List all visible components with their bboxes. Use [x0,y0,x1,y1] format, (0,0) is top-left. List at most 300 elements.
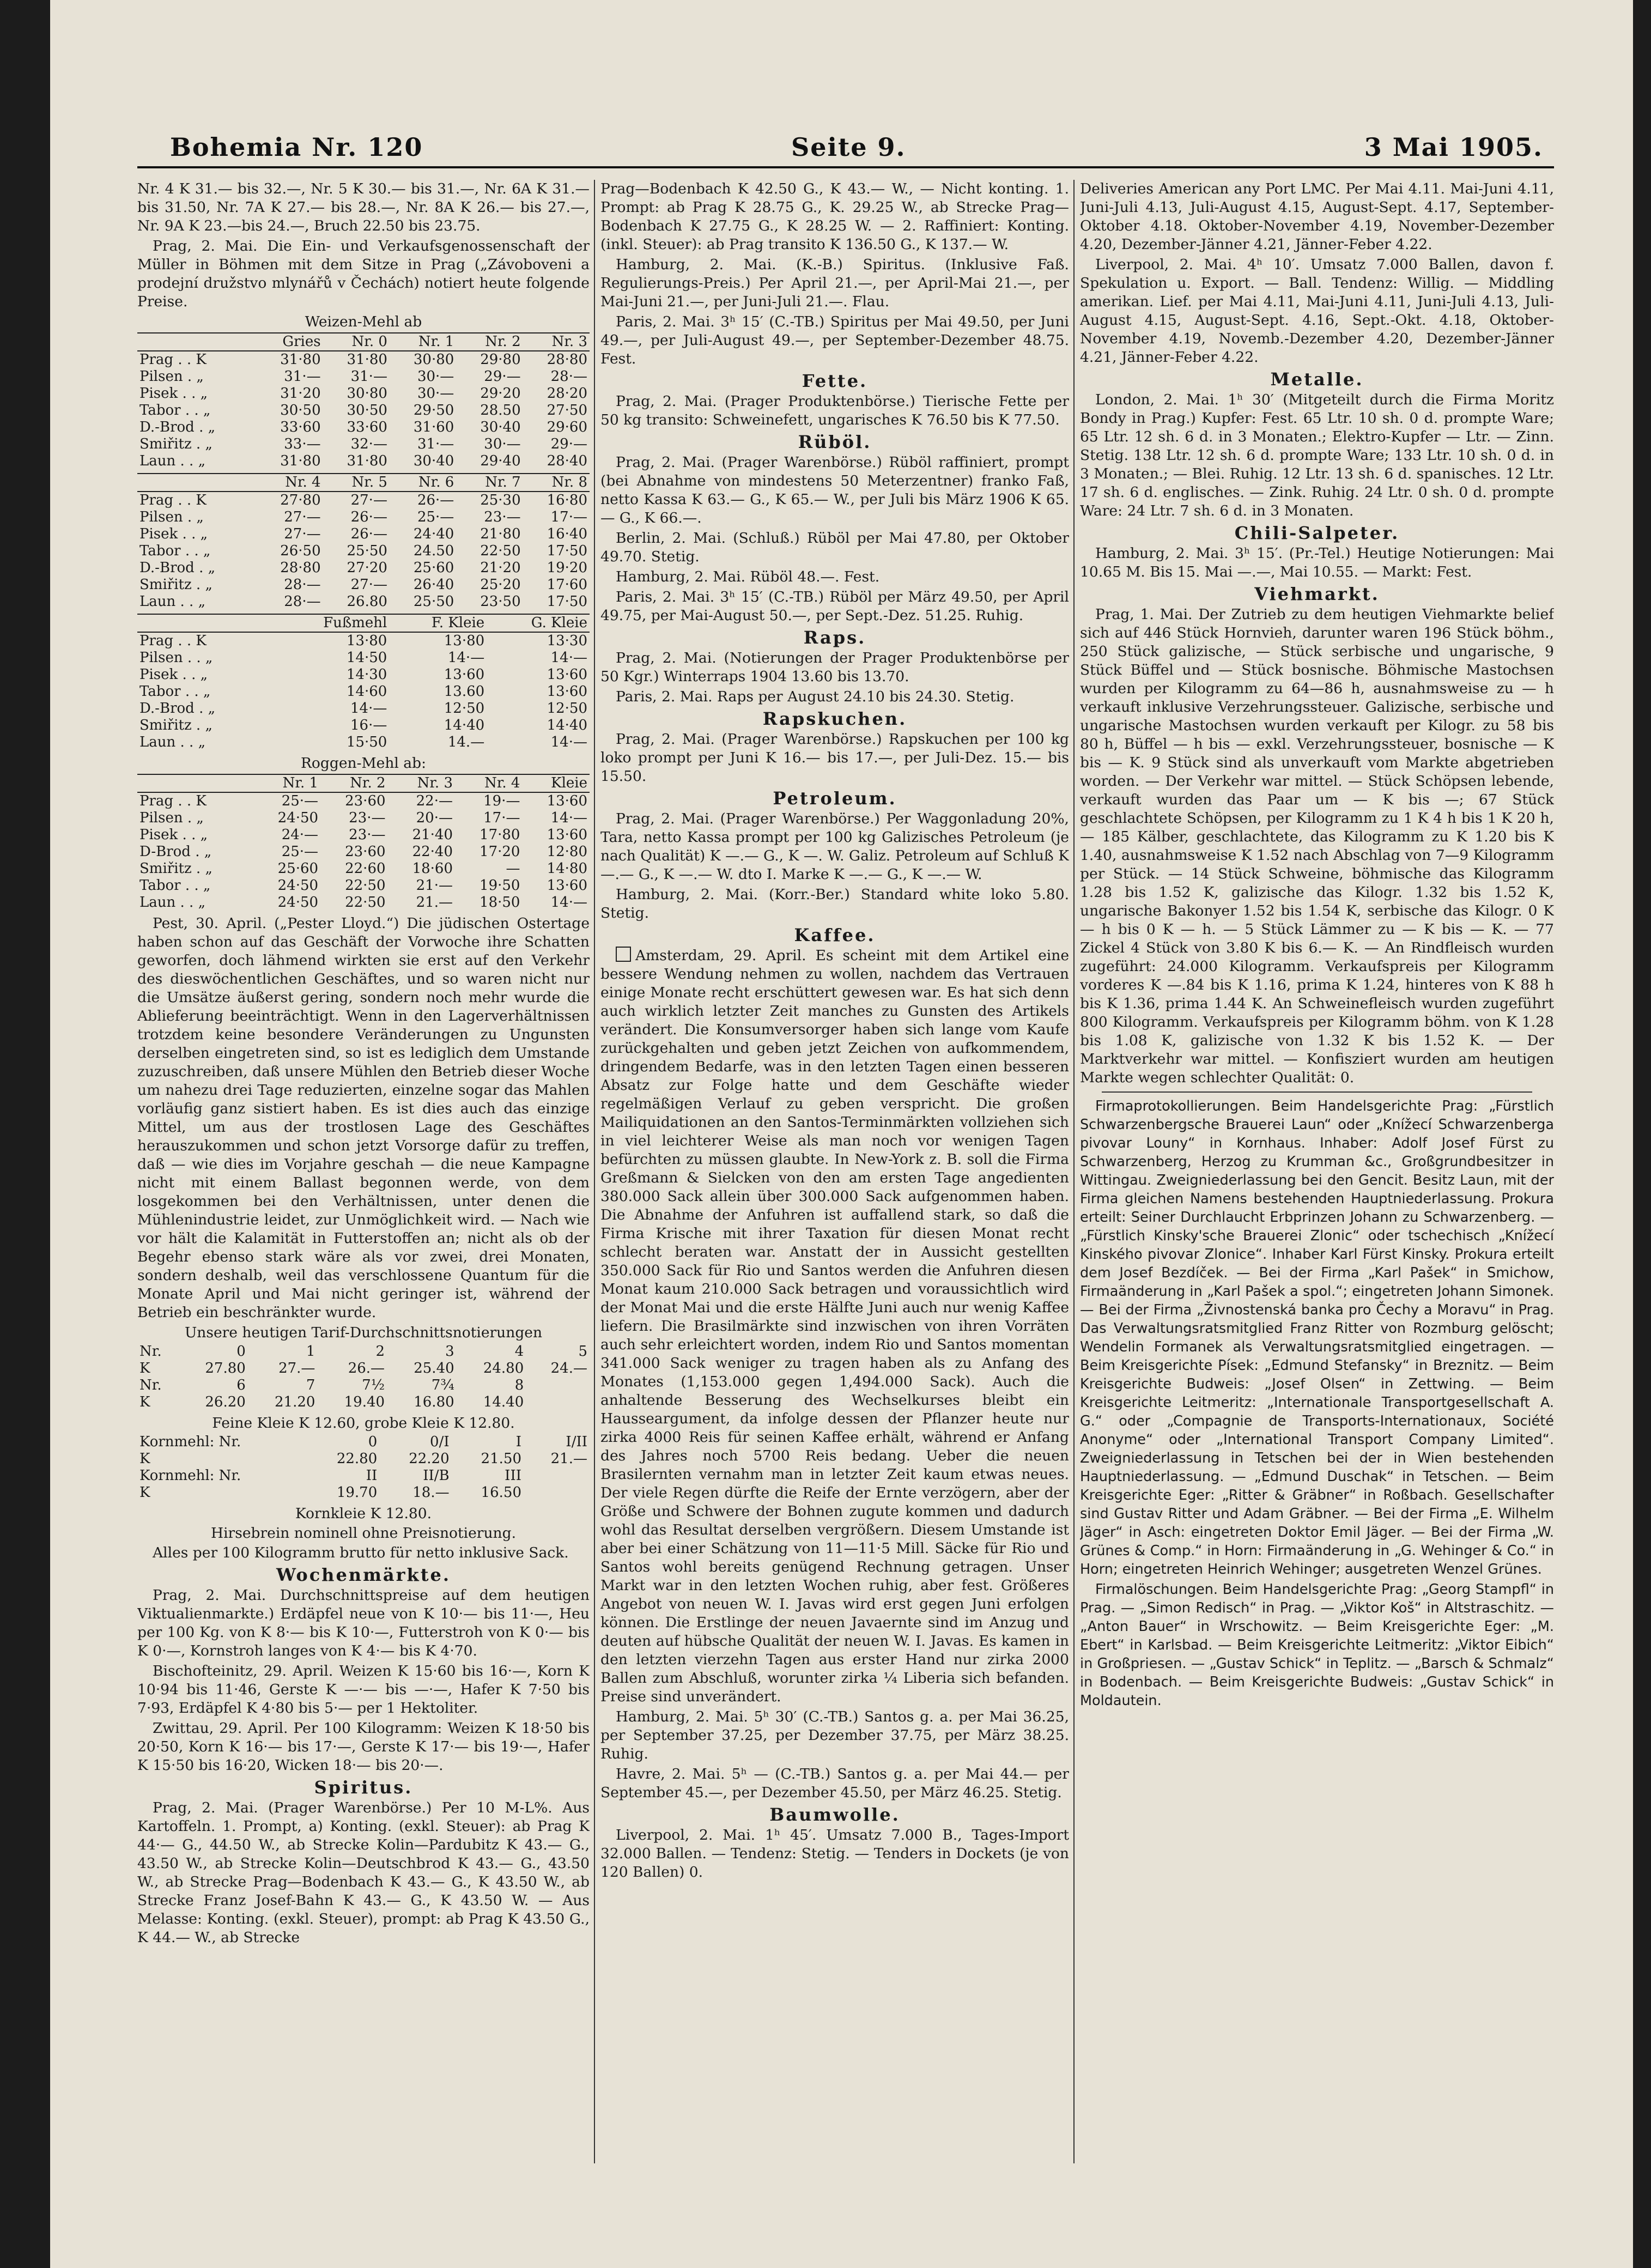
column-2 [600,180,1069,2163]
text-line: Hirsebrein nominell ohne Preisnotierung. [210,1525,517,1542]
table-cell: 22·60 [345,860,386,877]
column-header: Nr. 5 [323,474,390,492]
table-cell: 33·— [284,436,321,452]
table-head [137,474,590,492]
table-cell: 28·— [284,593,321,610]
table-title: Roggen-Mehl ab: [300,755,426,772]
table-cell: Tabor . . „ [139,543,211,559]
table-cell: 19.40 [344,1394,385,1410]
table-cell: 23·60 [345,844,386,860]
column-header: Nr. 3 [523,333,590,351]
table-cell: 31·80 [280,351,321,368]
table-cell: 16.80 [414,1394,454,1410]
table-cell: 22.20 [409,1451,450,1467]
section-heading: Metalle. [1270,369,1364,390]
table-row [137,827,590,844]
table-cell: 12·50 [444,700,485,717]
table-cell: II/B [423,1467,450,1484]
section-heading: Raps. [803,627,866,648]
table-cell: — [506,860,520,877]
table-row [137,526,590,543]
table-cell: 30·40 [480,419,521,435]
table-cell: 5 [578,1343,587,1360]
paragraph: Zwittau, 29. April. Per 100 Kilogramm: Weizen K 18·50 bis 20·50, Korn K 16·— bis 17·—, Gerste K 17·— bis 19·—, Hafer K 15·50 bis 16·20, Wicken 18·— bis 20·—. [137,1720,590,1774]
table-cell: K [139,1394,150,1410]
table-cell: 17·20 [479,844,520,860]
table-row [137,650,590,666]
table-cell: Kornmehl: Nr. [139,1467,241,1484]
tarif-table [137,1343,590,1411]
table-cell: 24·40 [413,526,454,542]
table-cell: 16·80 [547,492,587,508]
column-header: F. Kleie [389,614,487,632]
table-cell: 30·80 [347,385,387,402]
table-cell: 30·— [484,436,521,452]
column-header [137,333,256,351]
table-cell: 1 [306,1343,315,1360]
table-cell: 27.— [278,1360,315,1376]
table-cell: Pisek . . „ [139,385,208,402]
table-cell: 21·20 [480,560,521,576]
table-cell: 7¾ [431,1377,454,1393]
table-body [137,792,590,911]
table-cell: 29·20 [480,385,521,402]
table-cell: 29·40 [480,453,521,469]
column-header: Nr. 1 [390,333,456,351]
table-cell: 20·— [416,810,453,826]
table-cell: 23·60 [345,793,386,809]
table-cell: Prag . . K [139,793,207,809]
column-header: Nr. 4 [455,774,522,792]
table-cell: Nr. [139,1377,162,1393]
text-line: Kornkleie K 12.80. [295,1505,432,1522]
paragraph: Prag, 2. Mai. Die Ein- und Verkaufsgenossenschaft der Müller in Böhmen mit dem Sitze in Prag („Závoboveni a prodejní družstvo mlynářů v Čechách) notiert heute folgende Preise. [137,238,590,310]
page-number: Seite 9. [791,132,906,162]
table-cell: 26·— [350,509,387,525]
table-cell: K [139,1360,150,1376]
paragraph: Paris, 2. Mai. Raps per August 24.10 bis 24.30. Stetig. [616,688,1015,705]
table-cell: 27·— [350,577,387,593]
table-row [137,1394,590,1411]
table-cell: 22·50 [345,877,386,894]
table-cell: 29·50 [413,402,454,419]
table-cell: 28·40 [547,453,587,469]
table-row [137,368,590,385]
table-cell: 17·80 [479,827,520,843]
section-heading: Baumwolle. [769,1804,900,1825]
column-header: Nr. 7 [456,474,523,492]
weizen-table [137,332,590,470]
table-cell: 13·60 [547,683,587,700]
text-line: Feine Kleie K 12.60, grobe Kleie K 12.80. [212,1415,515,1432]
page-header [137,128,1554,168]
table-cell [524,1484,590,1501]
table-body [137,1343,590,1411]
table-cell: 28·— [284,577,321,593]
table-cell: 27·20 [347,560,387,576]
table-cell: 31·— [284,368,321,385]
paragraph: Bischofteinitz, 29. April. Weizen K 15·60 bis 16·—, Korn K 10·94 bis 11·46, Gerste K —·— bis —·—, Hafer K 7·50 bis 7·93, Erdäpfel K 4·80 bis 5·— per 1 Hektoliter. [137,1663,590,1717]
table-row [137,577,590,593]
table-cell: Laun . . „ [139,593,206,610]
column-header: Nr. 0 [323,333,390,351]
column-rule [594,180,595,2163]
column-header: Nr. 3 [388,774,455,792]
paragraph: Berlin, 2. Mai. (Schluß.) Rüböl per Mai 47.80, per Oktober 49.70. Stetig. [600,530,1069,565]
table-cell: 14.— [447,734,485,750]
table-cell: 8 [514,1377,524,1393]
table-row [137,543,590,560]
table-title: Unsere heutigen Tarif-Durchschnittsnotierungen [184,1324,543,1341]
table-cell: 3 [445,1343,454,1360]
section-heading: Kaffee. [794,925,876,945]
paragraph: Hamburg, 2. Mai. 5ʰ 30′ (C.-TB.) Santos g. a. per Mai 36.25, per September 37.25, per Dezember 37.75, per März 38.25. Ruhig. [600,1708,1069,1762]
table-cell: K [139,1451,150,1467]
table-cell: Smiřitz . „ [139,717,213,733]
table-cell: D.-Brod . „ [139,560,216,576]
table-cell: 17·50 [547,593,587,610]
table-cell: 31·80 [347,351,387,368]
paragraph: Firmaprotokollierungen. Beim Handelsgerichte Prag: „Fürstlich Schwarzenbergsche Brauerei Laun“ oder „Knížecí Schwarzenberga pivovar Louny“ in Kornhaus. Inhaber: Adolf Josef Fürst zu Schwarzenberg, Herzog zu Krumman &c., Großgrundbesitzer in Wittingau. Zweigniederlassung bei den Gencit. Besitz Laun, mit der Firma gleichen Namens bestehenden Hauptniederlassung. Prokura erteilt: Seiner Durchlaucht Erbprinzen Johann zu Schwarzenberg. — „Fürstlich Kinsky'sche Brauerei Zlonic“ oder tschechisch „Knížecí Kinského pivovar Zlonice“. Inhaber Karl Fürst Kinsky. Prokura erteilt dem Josef Bezdíček. — Bei der Firma „Karl Pašek“ in Smichow, Firmaänderung in „Karl Pašek a spol.“; eingetreten Johann Simonek. — Bei der Firma „Živnostenská banka pro Čechy a Moravu“ in Prag. Das Verwaltungsratsmitglied Franz Ritter von Rozmburg gelöscht; Wendelin Formanek als Verwaltungsratsmitglied eingetragen. — Beim Kreisgerichte Písek: „Edmund Stefansky“ in Breznitz. — Beim Kreisgerichte Budweis: „Josef Olsen“ in Zettwing. — Beim Kreisgerichte Leitmeritz: „Internationale Transportgesellschaft A. G.“ oder „Compagnie de Transports-Internationaux, Société Anonyme“ oder „International Transport Company Limited“. Zweigniederlassung in Tetschen bei der in Wien bestehenden Hauptniederlassung. — „Edmund Duschak“ in Tetschen. — Beim Kreisgerichte Eger: „Ritter & Gräbner“ in Roßbach. Gesellschafter sind Gustav Ritter und Adam Gräbner. — Bei der Firma „E. Wilhelm Jäger“ in Asch: eingetreten Doktor Emil Jäger. — Bei der Firma „W. Grünes & Comp.“ in Horn: Firmaänderung in „G. Wehinger & Co.“ in Horn; eingetreten Heinrich Wehinger; ausgetreten Wenzel Grünes. [1080,1098,1554,1578]
table-body [137,632,590,751]
table-body [137,351,590,470]
paragraph: Prag, 1. Mai. Der Zutrieb zu dem heutigen Viehmarkte belief sich auf 446 Stück Hornvieh, darunter waren 196 Stück böhm., 250 Stück galizische, — Stück serbische und ungarische, 9 Stück Büffel und — Stück bosnische. Böhmische Mastochsen wurden per Kilogramm zu 64—86 h, ausnahmsweise zu — h verkauft inklusive Verzehrungssteuer. Galizische, serbische und ungarische Mastochsen wurden verkauft per Kilogr. zu 58 bis 80 h, Büffel — h bis — exkl. Verzehrungssteuer, bosnische — K bis — K. 9 Stück sind als unverkauft vom Markte abgetrieben worden. — Der Verkehr war mittel. — Stück Schöpsen lebende, verkauft wurden das Paar um — K bis —; 67 Stück geschlachtete Schöpsen, per Kilogramm zu 1 K 4 h bis 1 K 20 h, — 185 Kälber, geschlachtete, das Kilogramm zu K 1.20 bis K 1.40, ausnahmsweise K 1.52 nach Abschlag von 7—9 Kilogramm per Stück. — 14 Stück Schweine, böhmische das Kilogramm 1.28 bis 1.52 K, galizische das Kilogr. 1.32 bis 1.52 K, ungarische Bakonyer 1.52 bis 1.54 K, serbische das Kilogr. 0 K — h bis 0 K — h. — 5 Stück Lämmer zu — K bis — K. — 77 Zickel 4 Stück von 3.80 K bis 6.— K. — An Rindfleisch wurden zugeführt: 24.000 Kilogramm. Verkaufspreis per Kilogramm vorderes K —.84 bis K 1.16, prima K 1.24, hinteres von K 88 h bis K 1.36, prima 1.44 K. An Schweinefleisch wurden zugeführt 800 Kilogramm. Verkaufspreis per Kilogramm böhm. von K 1.28 bis 1.08 K, galizische von 1.32 K bis 1.52 K. — Der Marktverkehr war mittel. — Konfisziert wurden am heutigen Markte wegen schlechter Qualität: 0. [1080,606,1554,1086]
table-cell: Pisek . . „ [139,666,208,683]
table-cell: 14·— [550,810,587,826]
table-cell: Pisek . . „ [139,526,208,542]
table-cell: Tabor . . „ [139,877,211,894]
table-cell: 21.50 [481,1451,521,1467]
table-head [137,333,590,351]
paragraph: Liverpool, 2. Mai. 1ʰ 45′. Umsatz 7.000 B., Tages-Import 32.000 Ballen. — Tendenz: Stetig. — Tenders in Dockets (je von 120 Ballen) 0. [600,1827,1069,1881]
table-cell: 13·30 [547,633,587,649]
table-cell: 14·80 [547,860,587,877]
table-cell: Pilsen . „ [139,509,204,525]
paragraph: Paris, 2. Mai. 3ʰ 15′ (C.-TB.) Spiritus per Mai 49.50, per Juni 49.—, per Juli-August 49.—, per September-Dezember 48.75. Fest. [600,313,1069,367]
table-cell: 24.50 [413,543,454,559]
column-header: G. Kleie [487,614,590,632]
table-row [137,1434,590,1451]
table-cell: 14·— [447,650,485,666]
table-row [137,402,590,419]
table-row [137,1377,590,1394]
column-header: Nr. 2 [320,774,387,792]
table-body [137,492,590,610]
table-cell: 26·— [350,526,387,542]
table-row [137,1467,590,1484]
column-header [137,474,256,492]
table-cell: 30·50 [280,402,321,419]
newspaper-page [50,0,1633,2268]
table-cell: 19·50 [479,877,520,894]
table-cell: 27.80 [205,1360,246,1376]
weizen-table-2 [137,473,590,610]
table-cell: 25·— [281,844,319,860]
table-cell: 21.— [550,1451,587,1467]
table-cell: 13·80 [346,633,387,649]
table-cell: 28.50 [480,402,521,419]
paragraph: Hamburg, 2. Mai. (K.-B.) Spiritus. (Inklusive Faß. Regulierungs-Preis.) Per April 21.—, per April-Mai 21.—, per Mai-Juni 21.—, per Juni-Juli 21.—. Flau. [600,256,1069,310]
table-cell [524,1467,590,1484]
table-cell: 23·— [484,509,521,525]
table-cell: 25·60 [277,860,319,877]
table-cell: Nr. [139,1343,162,1360]
paragraph: Prag, 2. Mai. (Prager Warenbörse.) Rapskuchen per 100 kg loko prompt per Juni K 16.— bis 17.—, per Juli-Dez. 15.— bis 15.50. [600,731,1069,785]
table-row [137,700,590,717]
column-header: Nr. 4 [256,474,323,492]
table-cell: 15·50 [346,734,387,750]
table-row [137,844,590,860]
table-cell: Laun . . „ [139,453,206,469]
column-header [137,774,253,792]
table-cell: 27·— [350,492,387,508]
table-cell: Pilsen . „ [139,810,204,826]
table-cell: 22.80 [336,1451,378,1467]
table-row [137,894,590,911]
table-cell: 14·40 [444,717,485,733]
table-cell: 16.50 [481,1484,521,1501]
column-header [137,614,274,632]
table-cell: 25.40 [414,1360,454,1376]
table-cell: 27·— [284,526,321,542]
table-cell: 31·80 [280,453,321,469]
table-cell: 18·50 [479,894,520,911]
table-cell: 16·40 [547,526,587,542]
table-cell: 26.— [348,1360,385,1376]
table-cell: 30·80 [413,351,454,368]
paragraph: Deliveries American any Port LMC. Per Mai 4.11. Mai-Juni 4.11, Juni-Juli 4.13, Juli-August 4.15, August-Sept. 4.17, September-Oktober 4.18. Oktober-November 4.19, November-Dezember 4.20, Dezember-Jänner 4.21, Jänner-Feber 4.22. [1080,180,1554,253]
table-cell: 21·40 [412,827,453,843]
table-cell: Tabor . . „ [139,402,211,419]
paragraph: Alles per 100 Kilogramm brutto für netto inklusive Sack. [153,1544,569,1561]
table-row [137,509,590,526]
table-cell: 28·— [550,368,587,385]
table-cell: Smiřitz . „ [139,860,213,877]
paragraph: Prag, 2. Mai. Durchschnittspreise auf dem heutigen Viktualienmarkte.) Erdäpfel neue von K 10·— bis 11·—, Heu per 100 Kg. von K 8·— bis K 10·—, Futterstroh von K 0·— bis K 0·—, Kornstroh langes von K 4·— bis K 4·70. [137,1587,590,1659]
table-cell: 27·50 [547,402,587,419]
table-cell: Pisek . . „ [139,827,208,843]
paragraph: Havre, 2. Mai. 5ʰ — (C.-TB.) Santos g. a. per Mai 44.— per September 45.—, per Dezember 45.50, per März 46.25. Stetig. [600,1766,1069,1801]
table-cell: 25·30 [480,492,521,508]
table-row [137,453,590,470]
paragraph: Prag, 2. Mai. (Prager Produktenbörse.) Tierische Fette per 50 kg transito: Schweinefett, ungarisches K 76.50 bis K 77.50. [600,393,1069,428]
table-cell: 13·60 [547,793,587,809]
table-cell: 26·50 [280,543,321,559]
table-cell: Kornmehl: Nr. [139,1434,241,1450]
kleie-table [137,614,590,751]
table-cell: 31·20 [280,385,321,402]
table-cell: 29·80 [480,351,521,368]
table-cell: 14·30 [346,666,387,683]
table-cell: 25·— [417,509,454,525]
table-cell: 23·— [349,827,386,843]
table-cell: 25·60 [413,560,454,576]
column-header: Kleie [522,774,590,792]
table-cell: 24·50 [277,810,319,826]
table-cell: 21·80 [480,526,521,542]
table-title: Weizen-Mehl ab [305,313,422,330]
paragraph: Prag, 2. Mai. (Prager Warenbörse.) Rüböl raffiniert, prompt (bei Abnahme von mindestens 50 Meterzentner) franko Faß, netto Kassa K 63.— G., K 65.— W., per Juli bis März 1906 K 65.— G., K 66.—. [600,454,1069,526]
paragraph: Paris, 2. Mai. 3ʰ 15′ (C.-TB.) Rüböl per März 49.50, per April 49.75, per Mai-August 50.—, per Sept.-Dez. 51.25. Ruhig. [600,589,1069,624]
table-cell: 4 [514,1343,524,1360]
table-cell: 23·50 [480,593,521,610]
table-cell: 17·50 [547,543,587,559]
table-cell: 22·50 [345,894,386,911]
paragraph: Prag, 2. Mai. (Prager Warenbörse.) Per Waggonladung 20%, Tara, netto Kassa prompt per 100 kg Galizisches Petroleum (je nach Qualität) K —.— G., K —. W. Galiz. Petroleum auf Schluß K —.— G., K —.— W. dto I. Marke K —.— G., K —.— W. [600,810,1069,883]
column-header: Nr. 1 [253,774,320,792]
table-cell: K [139,1484,150,1501]
column-header: Nr. 8 [523,474,590,492]
table-cell: Prag . . K [139,492,207,508]
table-cell: 31·— [417,436,454,452]
section-heading: Chili-Salpeter. [1234,523,1400,543]
table-cell: 31·— [350,368,387,385]
section-heading: Wochenmärkte. [276,1564,451,1585]
table-cell: Prag . . K [139,633,207,649]
table-row [137,436,590,453]
section-heading: Rüböl. [798,432,872,452]
table-row [137,860,590,877]
section-divider [1102,1091,1532,1093]
paragraph: Prag, 2. Mai. (Notierungen der Prager Produktenbörse per 50 Kgr.) Winterraps 1904 13.60 bis 13.70. [600,650,1069,685]
table-cell: 13·60 [547,666,587,683]
table-cell: 13·60 [547,877,587,894]
table-cell: 30·— [417,385,454,402]
paragraph [600,947,1069,1706]
table-cell: 19.70 [336,1484,378,1501]
table-cell: 14·— [350,700,387,717]
paragraph: Firmalöschungen. Beim Handelsgerichte Prag: „Georg Stampfl“ in Prag. — „Simon Redisch“ in Prag. — „Viktor Koš“ in Altstraschitz. — „Anton Bauer“ in Wrschowitz. — Beim Kreisgerichte Eger: „M. Ebert“ in Karlsbad. — Beim Kreisgerichte Leitmeritz: „Viktor Eibich“ in Großpriesen. — „Gustav Schick“ in Teplitz. — „Barsch & Schmalz“ in Bodenbach. — Beim Kreisgerichte Budweis: „Gustav Schick“ in Moldautein. [1080,1581,1554,1709]
table-cell: 31·80 [347,453,387,469]
table-row [137,1451,590,1467]
column-header: Nr. 6 [390,474,456,492]
column-1 [137,180,590,2163]
table-cell: 14·60 [346,683,387,700]
table-cell: 0/I [430,1434,450,1450]
table-cell: 26·— [417,492,454,508]
table-row [137,877,590,894]
table-cell: 24.— [550,1360,587,1376]
table-row [137,810,590,827]
table-cell: 29·— [484,368,521,385]
section-heading: Spiritus. [314,1777,413,1798]
table-cell: 13·60 [547,827,587,843]
table-cell: 14·— [550,734,587,750]
column-header: Fußmehl [274,614,390,632]
table-cell: 23·— [349,810,386,826]
paragraph: Prag, 2. Mai. (Prager Warenbörse.) Per 10 M-L%. Aus Kartoffeln. 1. Prompt, a) Konting. (exkl. Steuer): ab Prag K 44·— G., 44.50 W., ab Strecke Kolin—Pardubitz K 43.— G., 43.50 W., ab Strecke Kolin—Deutschbrod K 43.— G., 43.50 W., ab Strecke Prag—Bodenbach K 43.— G., K 43.50 W., ab Strecke Franz Josef-Bahn K 43.— G., K 43.50 W. — Aus Melasse: Konting. (exkl. Steuer), prompt: ab Prag K 43.50 G., K 44.— W., ab Strecke [137,1799,590,1946]
table-cell: 21·— [416,877,453,894]
table-cell: 14·— [550,650,587,666]
table-cell: 18·60 [412,860,453,877]
table-cell: 22·— [416,793,453,809]
table-cell: 2 [375,1343,385,1360]
table-cell: Pilsen . „ [139,368,204,385]
table-cell: 13·80 [444,633,485,649]
table-cell [526,1394,590,1411]
table-cell: 13·60 [444,666,485,683]
table-cell: D.-Brod . „ [139,700,216,717]
table-cell: II [366,1467,378,1484]
table-cell: 21.— [416,894,453,911]
paragraph: Pest, 30. April. („Pester Lloyd.“) Die jüdischen Ostertage haben schon auf das Geschäft der Vorwoche ihre Schatten geworfen, doch lähmend wirkten sie erst auf den Verkehr des dieswöchentlichen Geschäftes, und so waren nicht nur die Umsätze äußerst gering, sondern noch mehr wurde die Ablieferung beeinträchtigt. Wenn in den Lagerverhältnissen trotzdem keine besondere Veränderungen zu Ungunsten derselben eingetreten sind, so ist es lediglich dem Umstande zuzuschreiben, daß unsere Mühlen den Betrieb dieser Woche um nahezu drei Tage reduzierten, einzelne sogar das Mahlen vorläufig ganz sistiert haben. Es ist dies auch das einzige Mittel, um aus der trostlosen Lage des Geschäftes herauszukommen und schon jetzt Vorsorge dafür zu treffen, daß — wie dies im Vorjahre geschah — die neue Kampagne nicht mit einem Ballast begonnen werde, von dem losgekommen bei den Verhältnissen, unter denen die Mühlenindustrie leidet, zur Unmöglichkeit wird. — Nach wie vor hält die Kalamität in Futterstoffen an; nicht als ob der Begehr ebenso stark wäre als vor zwei, drei Monaten, sondern deshalb, weil das verschlossene Quantum für die Monate April und Mai nicht geringer ist, während der Betrieb ein beschränkter wurde. [137,915,590,1321]
table-cell: 17·— [550,509,587,525]
table-cell: 25·20 [480,577,521,593]
kornmehl-table [137,1434,590,1501]
table-cell: 22·50 [480,543,521,559]
table-cell: 7 [306,1377,315,1393]
table-cell: 24·50 [277,894,319,911]
table-cell: 28·20 [547,385,587,402]
table-cell: 16·— [350,717,387,733]
table-cell: 25·50 [347,543,387,559]
table-cell: 14.40 [483,1394,524,1410]
paragraph: Prag—Bodenbach K 42.50 G., K 43.— W., — Nicht konting. 1. Prompt: ab Prag K 28.75 G., K. 29.25 W., ab Strecke Prag—Bodenbach K 27.75 G., K 28.25 W. — 2. Raffiniert: Konting. (inkl. Steuer): ab Prag transito K 136.50 G., K 137.— W. [600,180,1069,253]
table-row [137,560,590,577]
paragraph: London, 2. Mai. 1ʰ 30′ (Mitgeteilt durch die Firma Moritz Bondy in Prag.) Kupfer: Fest. 65 Ltr. 10 sh. 0 d. prompte Ware; 65 Ltr. 12 sh. 6 d. in 3 Monaten.; Elektro-Kupfer — Ltr. — Zinn. Stetig. 138 Ltr. 12 sh. 6 d. prompte Ware; 133 Ltr. 10 sh. 0 d. in 3 Monaten.; — Blei. Ruhig. 12 Ltr. 13 sh. 6 d. spanisches. 12 Ltr. 17 sh. 6 d. englisches. — Zink. Ruhig. 24 Ltr. 0 sh. 0 d. prompte Ware: 24 Ltr. 7 sh. 6 d. in 3 Monaten. [1080,391,1554,519]
table-cell: 26.20 [205,1394,246,1410]
table-cell: 24.80 [483,1360,524,1376]
table-row [137,717,590,734]
table-cell: 0 [368,1434,378,1450]
table-cell: D.-Brod . „ [139,419,216,435]
table-cell: Prag . . K [139,351,207,368]
section-heading: Viehmarkt. [1254,584,1380,604]
table-cell: 26.80 [347,593,387,610]
paragraph: Liverpool, 2. Mai. 4ʰ 10′. Umsatz 7.000 Ballen, davon f. Spekulation u. Export. — Ball. Tendenz: Willig. — Middling amerikan. Lief. per Mai 4.11, Mai-Juni 4.11, Juni-Juli 4.13, Juli-August 4.15, August-Sept. 4.16, Sept.-Okt. 4.18, Oktober-November 4.19, Novemb.-Dezember 4.20, Dezember-Jänner 4.21, Jänner-Feber 4.22. [1080,256,1554,366]
table-cell: 33·60 [347,419,387,435]
table-row [137,385,590,402]
table-cell: Pilsen . . „ [139,650,213,666]
table-cell: 30·— [417,368,454,385]
table-cell: 19·20 [547,560,587,576]
table-cell: 26·40 [413,577,454,593]
issue-date: 3 Mai 1905. [1364,132,1543,162]
table-row [137,666,590,683]
table-cell: 25·50 [413,593,454,610]
paragraph: Hamburg, 2. Mai. 3ʰ 15′. (Pr.-Tel.) Heutige Notierungen: Mai 10.65 M. Bis 15. Mai —.—, Mai 10.55. — Markt: Fest. [1080,545,1554,580]
table-row [137,593,590,610]
column-header: Nr. 2 [456,333,523,351]
column-3 [1080,180,1554,2163]
table-cell: 12·80 [547,844,587,860]
table-row [137,683,590,700]
table-cell: 14·40 [547,717,587,733]
table-cell: Laun . . „ [139,734,206,750]
table-cell: 33·60 [280,419,321,435]
paragraph-text: Amsterdam, 29. April. Es scheint mit dem Artikel eine bessere Wendung nehmen zu wollen, nachdem das Vertrauen einige Monate recht erschüttert gewesen war. Es hat sich denn auch wirklich letzter Zeit manches zu Gunsten des Artikels verändert. Die Konsumversorger haben sich lange vom Kaufe zurückgehalten und geben jetzt Zeichen von aufkommendem, dringendem Bedarfe, was in den letzten Tagen einen besseren Absatz zur Folge hatte und dem Geschäfte wieder regelmäßigen Verlauf zu geben verspricht. Die großen Mailiquidationen an den Santos-Terminmärkten vollziehen sich in viel leichterer Weise als man noch vor wenigen Tagen befürchten zu müssen glaubte. In New-York z. B. soll die Firma Greßmann & Sielcken von den am ersten Tage angedienten 380.000 Sack allein über 300.000 Sack aufgenommen haben. Die Abnahme der Anfuhren ist auffallend stark, so daß die Firma Krische mit ihrer Taxation für diesen Monat recht schlecht beraten war. Anstatt der in Aussicht gestellten 350.000 Sack für Rio und Santos werden die Anfuhren diesen Monat kaum 210.000 Sack betragen und voraussichtlich wird der Monat Mai und die erste Hälfte Juni auch nur wenig Kaffee liefern. Die Brasilmärkte sind inzwischen von ihren Vorräten auch sehr erleichtert worden, indem Rio und Santos momentan 341.000 Sack weniger zu tragen haben als zu Anfang des Monates (1,153.000 gegen 1,494.000 Sack). Auch die anhaltende Besserung des Wechselkurses bleibt ein Hausseargument, da infolge dessen der Pflanzer heute nur zirka 4000 Reis für seinen Kaffee erhält, während er Anfang des Jahres noch 5700 Reis bedang. Ueber die neuen Brasilernten vernahm man in letzter Zeit kaum etwas neues. Der viele Regen dürfte die Reife der Ernte verzögern, aber der Größe und Schwere der Bohnen zugute kommen und dadurch wohl das Resultat derselben vergrößern. Diesem Umstande ist aber bei einer Schätzung von 11—11·5 Mill. Säcke für Rio und Santos wohl bereits genügend Rechnung getragen. Unser Markt war in den letzten Wochen ruhig, aber fest. Größeres Angebot von neuen W. I. Javas wird erst gegen Juni erfolgen können. Die Erstlinge der neuen Javaernte sind im Anzug und deuten auf hübsche Qualität der neuen W. I. Javas. Es kamen in den letzten vierzehn Tagen aus erster Hand nur zirka 2000 Ballen zum Abschluß, worunter zirka ¼ Liberia sich befanden. Preise sind unverändert. [600,947,1069,1705]
column-rule [1073,180,1075,2163]
table-cell: 7½ [362,1377,385,1393]
table-cell: 27·80 [280,492,321,508]
table-row [137,792,590,810]
checkbox-mark-icon [616,947,631,962]
table-cell [526,1377,590,1394]
section-heading: Petroleum. [773,788,897,809]
table-cell: 14·— [550,894,587,911]
table-cell: 25·— [281,793,319,809]
table-row [137,1360,590,1377]
table-cell: 6 [236,1377,246,1393]
table-row [137,1484,590,1501]
table-cell: Laun . . „ [139,894,206,911]
table-row [137,734,590,751]
table-cell: 13.60 [444,683,485,700]
table-cell: 27·— [284,509,321,525]
table-cell: 30·40 [413,453,454,469]
table-cell: 29·— [550,436,587,452]
table-cell: 24·50 [277,877,319,894]
